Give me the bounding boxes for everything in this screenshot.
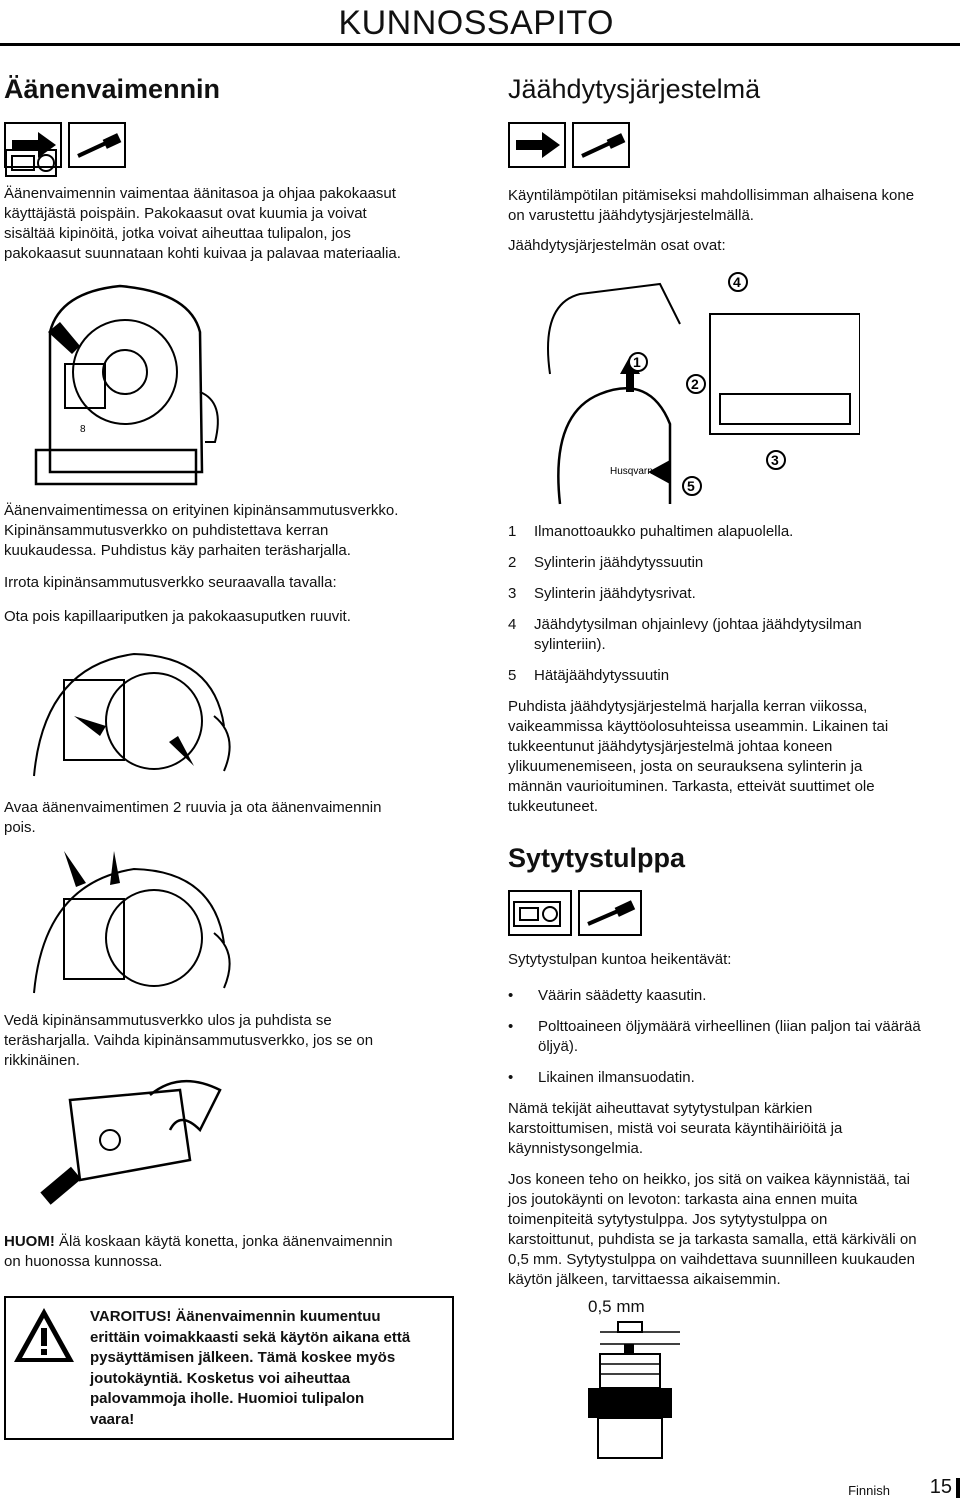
engine-icon-box (4, 148, 64, 178)
brush-icon (572, 122, 630, 168)
spark-plug-icons (508, 890, 642, 936)
callout-2 (687, 375, 705, 393)
spark-screen-text: Äänenvaimentimessa on erityinen kipinänsammutusverkko. Kipinänsammutusverkko on puhdistettava kerran kuukaudessa. Puhdistus käy parhaiten teräsharjalla. (4, 502, 399, 559)
muffler-figure-2 (24, 636, 234, 786)
callout-4 (729, 273, 747, 291)
list-item: 4 Jäähdytysilman ohjainlevy (johtaa jäähdytysilman sylinteriin). (508, 616, 862, 653)
svg-text:1: 1 (633, 354, 641, 370)
muffler-figure-4 (30, 1070, 230, 1210)
svg-text:4: 4 (733, 274, 741, 290)
muffler-figure-3 (24, 843, 234, 999)
svg-text:3: 3 (771, 452, 779, 468)
spark-plug-figure (560, 1318, 690, 1474)
step-3: Vedä kipinänsammutusverkko ulos ja puhdista se teräsharjalla. Vaihda kipinänsammutusverkko, jos se on rikkinäinen. (4, 1012, 374, 1069)
spark-plug-para-1: Nämä tekijät aiheuttavat sytytystulpan kärkien karstoittumisen, mistä voi seurata käyntihäiriöitä ja käynnistysongelmia. (508, 1100, 843, 1157)
svg-text:2: 2 (691, 376, 699, 392)
brush-icon (578, 890, 642, 936)
cooling-icons (508, 122, 630, 168)
remove-intro: Irrota kipinänsammutusverkko seuraavalla tavalla: (4, 574, 337, 591)
list-item: • Väärin säädetty kaasutin. (508, 987, 707, 1004)
note (4, 1232, 464, 1272)
page-number: 15 (929, 1476, 952, 1498)
spark-plug-para-2: Jos koneen teho on heikko, jos sitä on vaikea käynnistää, tai jos joutokäynti on levoton: tarkasta aina ennen muita toimenpiteitä sytytystulppa. Jos sytytystulppa on karstoittunut, puhdista se ja tarkasta samalla, että kärkiväli on 0,5 mm. Sytytystulppa on vaihdettava suunnilleen kuukauden käytön jälkeen, tarvittaessa aikaisemmin. (508, 1171, 917, 1288)
parts-intro: Jäähdytysjärjestelmän osat ovat: (508, 237, 726, 254)
step-2: Avaa äänenvaimentimen 2 ruuvia ja ota äänenvaimennin pois. (4, 799, 382, 836)
muffler-intro: Äänenvaimennin vaimentaa äänitasoa ja ohjaa pakokaasut käyttäjästä poispäin. Pakokaasut ovat kuumia ja voivat sisältää kipinöitä, jotka voivat aiheuttaa tulipalon, jos pakokaasut suunnataan kohti kuivaa ja palavaa materiaalia. (4, 185, 401, 262)
svg-text:5: 5 (687, 478, 695, 494)
muffler-heading: Äänenvaimennin (4, 74, 221, 104)
cooling-cleaning: Puhdista jäähdytysjärjestelmä harjalla kerran viikossa, vaikeammissa käyttöolosuhteissa useammin. Likainen tai tukkeentunut jäähdytysjärjestelmä johtaa koneen ylikuumenemiseen, josta on seurauksena sylinterin ja männän vaurioituminen. Tarkasta, etteivät suuttimet ole tukkeutuneet. (508, 698, 889, 815)
engine-icon (508, 890, 572, 936)
spark-plug-bullets (508, 986, 958, 1088)
callout-1 (629, 353, 647, 371)
cooling-intro: Käyntilämpötilan pitämiseksi mahdollisimman alhaisena kone on varustettu jäähdytysjärjestelmällä. (508, 187, 915, 224)
list-item: • Likainen ilmansuodatin. (508, 1069, 695, 1086)
note-label: HUOM! (4, 1233, 55, 1250)
list-item: • Polttoaineen öljymäärä virheellinen (liian paljon tai väärää öljyä). (508, 1018, 921, 1055)
callout-5 (683, 477, 701, 495)
parts-list (508, 522, 958, 686)
brush-icon (68, 122, 126, 168)
footer-language: Finnish (848, 1483, 890, 1498)
cooling-heading: Jäähdytysjärjestelmä (508, 74, 761, 104)
list-item: 3 Sylinterin jäähdytysrivat. (508, 585, 696, 602)
cooling-figure (520, 264, 860, 510)
gap-label: 0,5 mm (588, 1297, 645, 1316)
warning-triangle-icon (12, 1306, 76, 1364)
arrow-icon (508, 122, 566, 168)
callout-3 (767, 451, 785, 469)
svg-text:8: 8 (80, 424, 86, 435)
footer-bar (956, 1478, 960, 1498)
muffler-figure-1 (20, 272, 230, 490)
page-title: KUNNOSSAPITO (338, 4, 614, 42)
header-rule (0, 43, 960, 46)
step-1: Ota pois kapillaariputken ja pakokaasuputken ruuvit. (4, 608, 351, 625)
spark-plug-intro: Sytytystulpan kuntoa heikentävät: (508, 951, 732, 968)
list-item: 1 Ilmanottoaukko puhaltimen alapuolella. (508, 523, 794, 540)
list-item: 2 Sylinterin jäähdytyssuutin (508, 554, 704, 571)
spark-plug-heading: Sytytystulppa (508, 843, 686, 873)
warning-text: VAROITUS! Äänenvaimennin kuumentuu erittäin voimakkaasti sekä käytön aikana että pysäyttämisen jälkeen. Tämä koskee myös joutokäyntiä. Kosketus voi aiheuttaa palovammoja iholle. Huomioi tulipalon vaara! (90, 1308, 411, 1428)
list-item: 5 Hätäjäähdytyssuutin (508, 667, 670, 684)
note-text: Älä koskaan käytä konetta, jonka äänenvaimennin (54, 1233, 393, 1250)
note-text-2: on huonossa kunnossa. (4, 1253, 163, 1270)
svg-text:Husqvarna: Husqvarna (610, 466, 659, 477)
